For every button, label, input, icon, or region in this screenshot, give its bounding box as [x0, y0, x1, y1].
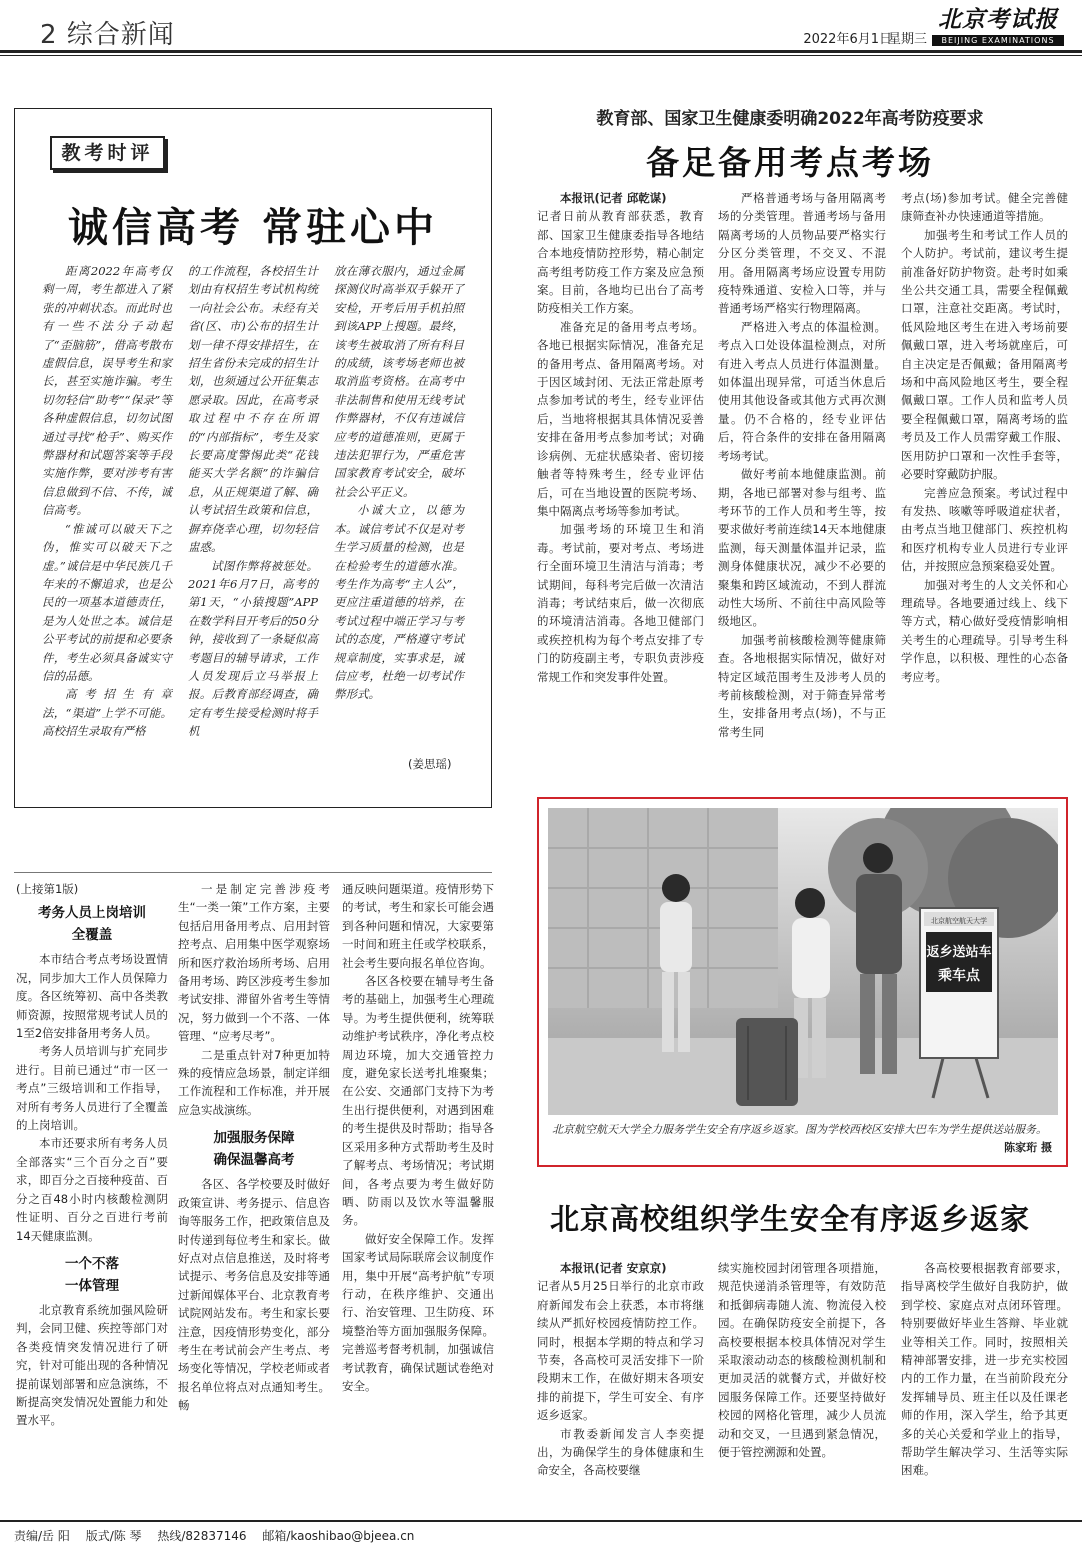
paragraph: 的工作流程，各校招生计划由有权招生考试机构统一向社会公布。未经有关省(区、市)公布的招生计划一律不得安排招生，在招生省份未完成的招生计划，也须通过公开征集志愿录取。因此，在高考录取过程中不存在所谓的“内部指标”，考生及家长要高度警惕此类“花钱能买大学名额”的诈骗信息，从正规渠道了解、确认考试招生政策和信息，摒弃侥幸心理，切勿轻信盅惑。 — [188, 264, 318, 555]
footer-editor: 责编/岳 阳 — [14, 1529, 70, 1543]
paragraph: 严格普通考场与备用隔离考场的分类管理。普通考场与备用隔离考场的人员物品要严格实行分区分类管理，不交叉、不混用。备用隔离考场应设置专用防疫特殊通道、安检入口等，并与普通考场严格实行物理隔离。 — [718, 191, 886, 316]
paragraph: 小诚大立，以德为本。诚信考试不仅是对考生学习质量的检测，也是在检验考生的道德水准。考生作为高考“主人公”，更应注重道德的培养，在考试过程中端正学习与考试的态度，严格遵守考试规章制度，实事求是，诚信应考，杜绝一切考试作弊形式。 — [334, 503, 464, 702]
continued-col-3 — [342, 880, 494, 1395]
paragraph: 市教委新闻发言人李奕提出，为确保学生的身体健康和生命安全，各高校要继 — [537, 1426, 704, 1478]
paragraph: 加强对考生的人文关怀和心理疏导。各地要通过线上、线下等方式，精心做好受疫情影响相关考生的心理疏导。引导考生科学作息，以积极、理性的心态备考应考。 — [901, 577, 1068, 684]
second-article-col-3 — [901, 1259, 1068, 1480]
article-headline: 备足备用考点考场 — [646, 143, 934, 182]
second-article-headline: 北京高校组织学生安全有序返乡返家 — [549, 1202, 1030, 1236]
subhead — [178, 1127, 330, 1171]
editorial-col-3 — [334, 262, 464, 704]
sign-text-line-2: 乘车点 — [938, 968, 980, 984]
paragraph: 记者从5月25日举行的北京市政府新闻发布会上获悉，本市将继续从严抓好校园疫情防控工作。同时，根据本学期的特点和学习节奏，各高校可灵活安排下一阶段期末工作，在做好期末各项安排的前提下，学生可安全、有序返乡返家。 — [537, 1279, 704, 1423]
continued-col-1 — [16, 880, 168, 1430]
header-rule-thin — [0, 55, 1082, 56]
subhead-line: 全覆盖 — [71, 927, 113, 944]
dateline: 本报讯(记者 邱乾谋) — [560, 191, 667, 205]
column-tag: 教考时评 — [50, 136, 165, 170]
caption-text: 北京航空航天大学全力服务学生安全有序返乡返家。图为学校西校区安排大巴车为学生提供送站服务。 — [552, 1123, 1047, 1136]
subhead-line: 加强服务保障 — [213, 1130, 295, 1147]
paragraph: 严格进入考点的体温检测。考点入口处设体温检测点，对所有进入考点人员进行体温测量。如体温出现异常，可适当休息后使用其他设备或其他方式再次测量。仍不合格的，经专业评估后，符合条件的安排在备用隔离考场考试。 — [718, 319, 886, 463]
paragraph: 完善应急预案。考试过程中有发热、咳嗽等呼吸道症状者，由考点当地卫健部门、疾控机构和医疗机构专业人员进行专业评估，并按照应急预案稳妥处置。 — [901, 485, 1068, 574]
page-section-title: 2 综合新闻 — [40, 20, 175, 50]
subhead-line: 考务人员上岗培训 — [38, 905, 146, 922]
photo-caption — [552, 1121, 1052, 1157]
paragraph: 各区各校要在辅导考生备考的基础上，加强考生心理疏导。为考生提供便利，统筹联动维护考试秩序，净化考点校周边环境，加大交通管控力度，避免家长送考扎堆聚集；在公安、交通部门支持下为考生出行提供便利，对遇到困难的考生提供及时帮助；指导各区采用多种方式帮助考生及时了解考点、考场情况；考试期间，各考点要为考生做好防晒、防雨以及饮水等温馨服务。 — [342, 974, 494, 1228]
continued-note: (上接第1版) — [16, 882, 79, 896]
paragraph: 加强考前核酸检测等健康筛查。各地根据实际情况，做好对特定区域范围考生及涉考人员的考前核酸检测，对于筛查异常考生，安排备用考点(场)，不与正常考生同 — [718, 632, 886, 739]
section-divider — [14, 872, 492, 873]
main-article-col-2 — [718, 189, 886, 741]
paragraph: 二是重点针对7种更加特殊的疫情应急场景，制定详细工作流程和工作标准，并开展应急实战演练。 — [178, 1047, 330, 1117]
newspaper-logo — [932, 6, 1064, 44]
footer-email[interactable]: 邮箱/kaoshibao@bjeea.cn — [262, 1529, 415, 1543]
subhead — [16, 1253, 168, 1297]
subhead-line: 一体管理 — [65, 1277, 119, 1294]
subhead-line: 确保温馨高考 — [213, 1152, 295, 1169]
paragraph: 各高校要根据教育部要求，指导离校学生做好自我防护，做到学校、家庭点对点闭环管理。特别要做好毕业生答辩、毕业就业等相关工作。同时，按照相关精神部署安排，进一步充实校园内的工作力量，在当前阶段充分发挥辅导员、班主任以及任课老师的作用，深入学生，给予其更多的关心关爱和学业上的指导，帮助学生解决学习、生活等实际困难。 — [901, 1261, 1068, 1478]
paragraph: 放在薄衣服内，通过金属探测仪时高举双手躲开了安检，开考后用手机拍照到该APP上搜题。最终，该考生被取消了所有科目的成绩，该考场老师也被取消监考资格。在高考中非法制售和使用无线考试作弊器材，不仅有违诚信应考的道德准则，更属于违法犯罪行为，严重危害国家教育考试安全，破坏社会公平正义。 — [334, 264, 464, 499]
paragraph: “惟诚可以破天下之伪，惟实可以破天下之虚。”诚信是中华民族几千年来的不懈追求，也是公民的一项基本道德责任，是为人处世之本。诚信是公平考试的前提和必要条件，考生必须具备诚实守信的品德。 — [42, 521, 172, 683]
subhead — [16, 902, 168, 946]
issue-weekday: 星期三 — [887, 32, 927, 47]
paragraph: 高考招生有章法，“渠道”上学不可能。高校招生录取有严格 — [42, 687, 172, 739]
paragraph: 本市结合考点考场设置情况，同步加大工作人员保障力度。各区统筹初、高中各类教师资源，按照常规考试人员的1至2倍安排备用考务人员。 — [16, 952, 168, 1041]
paragraph: 准备充足的备用考点考场。各地已根据实际情况，准备充足的备用考点、备用隔离考场。对于因区域封闭、无法正常赴原考点参加考试的考生，经专业评估后，当地将根据其具体情况妥善安排在备用考点参加考试；对确诊病例、无症状感染者、密切接触者等特殊考生，经专业评估后，可在当地设置的医院考场、集中隔离点考场等参加考试。 — [537, 319, 704, 518]
article-kicker: 教育部、国家卫生健康委明确2022年高考防疫要求 — [596, 109, 984, 129]
continued-col-2 — [178, 880, 330, 1415]
logo-cn: 北京考试报 — [938, 6, 1058, 33]
footer-hotline: 热线/82837146 — [157, 1529, 247, 1543]
paragraph: 本市还要求所有考务人员全部落实“三个百分之百”要求，即百分之百接种疫苗、百分之百48小时内核酸检测阴性证明、百分之百进行考前14天健康监测。 — [16, 1136, 168, 1243]
subhead-line: 一个不落 — [65, 1255, 119, 1272]
second-article-col-2 — [718, 1259, 886, 1461]
news-photo — [548, 808, 1058, 1115]
footer-layout: 版式/陈 琴 — [85, 1529, 142, 1543]
paragraph: 续实施校园封闭管理各项措施，规范快递消杀管理等，有效防范和抵御病毒随人流、物流侵入校园。在确保防疫安全前提下，各高校要根据本校具体情况对学生采取滚动动态的核酸检测机制和更加灵活的就餐方式，并做好校园服务保障工作。还要坚持做好校园的网格化管理，减少人员流动和交叉，一旦遇到紧急情况，便于管控溯源和处置。 — [718, 1261, 886, 1460]
editorial-title: 诚信高考 常驻心中 — [68, 204, 438, 251]
logo-en: BEIJING EXAMINATIONS — [932, 35, 1064, 46]
main-article-col-1 — [537, 189, 704, 686]
paragraph: 通反映问题渠道。疫情形势下的考试，考生和家长可能会遇到各种问题和情况，大家要第一时间和班主任或学校联系，社会考生要向报名单位咨询。 — [342, 882, 494, 970]
photo-illustration — [548, 808, 1058, 1115]
paragraph: 记者日前从教育部获悉，教育部、国家卫生健康委指导各地结合本地疫情防控形势，精心制定高考组考防疫工作方案及应急预案。目前，各地均已出台了高考防疫相关工作方案。 — [537, 209, 704, 316]
paragraph: 各区、各学校要及时做好政策宣讲、考务提示、信息咨询等服务工作，把政策信息及时传递到每位考生和家长。做好点对点信息推送，及时将考试提示、考务信息及安排等通过新闻媒体平台、北京教育考试院网站发布。考生和家长要注意，因疫情形势变化，部分考生在考试前会产生考点、考场变化等情况，学校老师或者报名单位将点对点通知考生。畅 — [178, 1177, 330, 1413]
issue-date: 2022年6月1日 — [803, 32, 892, 47]
paragraph: 试图作弊将被惩处。2021年6月7日，高考的第1天，“小猿搜题”APP在数学科目开考后的50分钟，接收到了一条疑似高考题目的辅导请求，工作人员发现后立马举报上报。后教育部经调查，确定有考生接受检测时将手机 — [188, 558, 318, 739]
second-article-col-1 — [537, 1259, 704, 1480]
editorial-signature: (姜思瑶) — [408, 757, 452, 771]
sign-header: 北京航空航天大学 — [931, 917, 987, 925]
paragraph: 做好考前本地健康监测。前期，各地已部署对参与组考、监考环节的工作人员和考生等，按要求做好考前连续14天本地健康监测，每天测量体温并记录，监测身体健康状况，减少不必要的聚集和跨区域流动，不到人群流动性大场所、不前往中高风险等级地区。 — [718, 467, 886, 629]
footer-rule — [0, 1520, 1082, 1522]
paragraph: 加强考生和考试工作人员的个人防护。考试前，建议考生提前准备好防护物资。赴考时如乘坐公共交通工具，需要全程佩戴口罩，注意社交距离。考试时，低风险地区考生在进入考场前要佩戴口罩，进入考场就座后，可自主决定是否佩戴；备用隔离考场和中高风险地区考生，要全程佩戴口罩。工作人员和监考人员要全程佩戴口罩，隔离考场的监考员及工作人员需穿戴工作服、医用防护口罩和一次性手套等，必要时穿戴防护服。 — [901, 227, 1068, 482]
paragraph: 考务人员培训与扩充同步进行。目前已通过“市一区一考点”三级培训和工作指导，对所有考务人员进行了全覆盖的上岗培训。 — [16, 1044, 168, 1133]
paragraph: 做好安全保障工作。发挥国家考试局际联席会议制度作用，集中开展“高考护航”专项行动，在秩序维护、交通出行、治安管理、卫生防疫、环境整治等方面加强服务保障。完善巡考督考机制，加强诚信考试教育，确保试题试卷绝对安全。 — [342, 1231, 494, 1393]
editorial-col-1 — [42, 262, 172, 741]
paragraph: 北京教育系统加强风险研判，会同卫健、疾控等部门对各类疫情突发情况进行了研究，针对可能出现的各种情况提前谋划部署和应急演练，不断提高突发情况处置能力和处置水平。 — [16, 1302, 168, 1428]
header-rule — [0, 50, 1082, 53]
editorial-col-2 — [188, 262, 318, 741]
footer-credits — [14, 1527, 426, 1544]
paragraph: 加强考场的环境卫生和消毒。考试前，要对考点、考场进行全面环境卫生清洁与消毒；考试期间，每科考完后做一次清洁消毒；考试结束后，做一次彻底的环境清洁消毒。各地卫健部门或疾控机构为每个考点安排了专门的防疫副主考，专职负责涉疫常规工作和突发事件处置。 — [537, 522, 704, 684]
sign-text-line-1: 返乡送站车 — [926, 945, 992, 960]
paragraph: 距离2022年高考仅剩一周，考生都进入了紧张的冲刺状态。而此时也有一些不法分子动起了“歪脑筋”，借高考散布虚假信息，误导考生和家长，甚至实施诈骗。考生切勿轻信“助考”“保录”等各种虚假信息，切勿试图通过寻找“枪手”、购买作弊器材和试题答案等手段实施作弊，要对涉考有害信息做到不信、不传，诚信高考。 — [42, 264, 172, 518]
paragraph: 考点(场)参加考试。健全完善健康筛查补办快速通道等措施。 — [901, 191, 1068, 224]
photo-credit: 陈家珩 摄 — [1004, 1141, 1052, 1154]
paragraph: 一是制定完善涉疫考生“一类一策”工作方案，主要包括启用备用考点、启用封管控考点、启用集中医学观察场所和医疗救治场所考场、启用备用考场、跨区涉疫考生参加考试安排、滞留外省考生等情况，努力做到一个不落、一体管理、“应考尽考”。 — [178, 882, 330, 1044]
main-article-col-3 — [901, 189, 1068, 686]
dateline: 本报讯(记者 安京京) — [560, 1261, 667, 1275]
